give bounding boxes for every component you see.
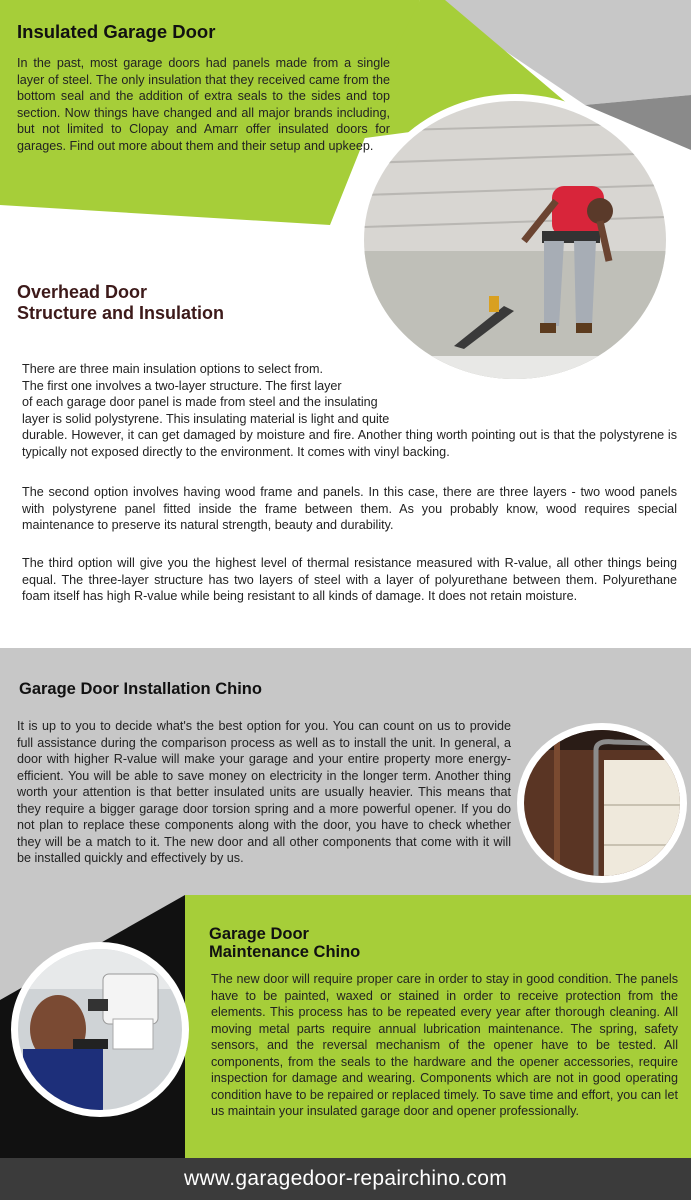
section2-para1-rest: durable. However, it can get damaged by moisture and fire. Another thing worth pointing out is that the polystyrene is typically not exposed directly to the environment. It comes with vinyl backing. xyxy=(22,428,677,459)
section4-title xyxy=(209,925,360,961)
section2-title xyxy=(17,282,224,324)
section1-body: In the past, most garage doors had panels made from a single layer of steel. The only insulation that they received came from the bottom seal and the addition of extra seals to the sides and top section. Now things have changed and all major brands including, but not limited to Clopay and Amarr offer insulated doors for garages. Find out more about them and their setup and upkeep. xyxy=(17,56,390,153)
section1-title: Insulated Garage Door xyxy=(17,21,216,42)
section3-body: It is up to you to decide what's the best option for you. You can count on us to provide full assistance during the comparison process as well as to install the unit. In general, a door with higher R-value will make your garage and your entire property more energy-efficient. You will be able to save money on electricity in the longer term. Another thing worth your attention is that better insulated units are usually heavier. This means that they require a bigger garage door torsion spring and a more powerful opener. If you do not plan to replace these components along with the door, you have to check whether they will be a match to it. The new door and all other components that come with it will be installed quickly and effectively by us. xyxy=(17,719,511,865)
section2-para1-line2: The first one involves a two-layer structure. The first layer xyxy=(22,378,342,393)
section4-title-line2: Maintenance Chino xyxy=(209,943,361,961)
section2-para2: The second option involves having wood frame and panels. In this case, there are three layers - two wood panels with polystyrene panel fitted inside the frame between them. As you probably know, wood requires special maintenance to preserve its natural strength, beauty and durability. xyxy=(22,485,677,532)
section3-title: Garage Door Installation Chino xyxy=(19,680,262,698)
footer-bar xyxy=(0,1158,691,1200)
footer-website-url[interactable]: www.garagedoor-repairchino.com xyxy=(184,1167,507,1190)
section4-title-line1: Garage Door xyxy=(209,925,309,943)
section2-para1 xyxy=(22,361,677,460)
garage-door-torsion-spring-photo xyxy=(517,723,687,883)
section4-body: The new door will require proper care in order to stay in good condition. The panels have to be painted, waxed or stained in order to receive protection from the elements. This process has to be repeated every year after thorough cleaning. All moving metal parts require annual lubrication maintenance. The spring, safety sensors, and the reversal mechanism of the opener have to be tested. All components, from the seals to the hardware and the opener accessories, require inspection for damage and wearing. Components which are not in good operating condition have to be repaired or replaced timely. To save time and effort, you can let us maintain your insulated garage door and opener professionally. xyxy=(211,972,678,1118)
technician-inspecting-garage-floor-photo xyxy=(357,94,673,386)
technician-with-garage-door-opener-photo xyxy=(11,942,189,1117)
section2-para1-line3: of each garage door panel is made from steel and the insulating xyxy=(22,395,378,409)
section2-para1-line4: layer is solid polystyrene. This insulating material is light and quite xyxy=(22,411,390,426)
section2-title-line2: Structure and Insulation xyxy=(17,303,225,323)
section2-para1-line1: There are three main insulation options to select from. xyxy=(22,362,324,376)
section2-title-line1: Overhead Door xyxy=(17,282,148,302)
section2-para3: The third option will give you the highest level of thermal resistance measured with R-value, all other things being equal. The three-layer structure has two layers of steel with a layer of polyurethane between them. Polyurethane foam itself has high R-value while being resistant to all kinds of damage. It does not retain moisture. xyxy=(22,556,677,603)
